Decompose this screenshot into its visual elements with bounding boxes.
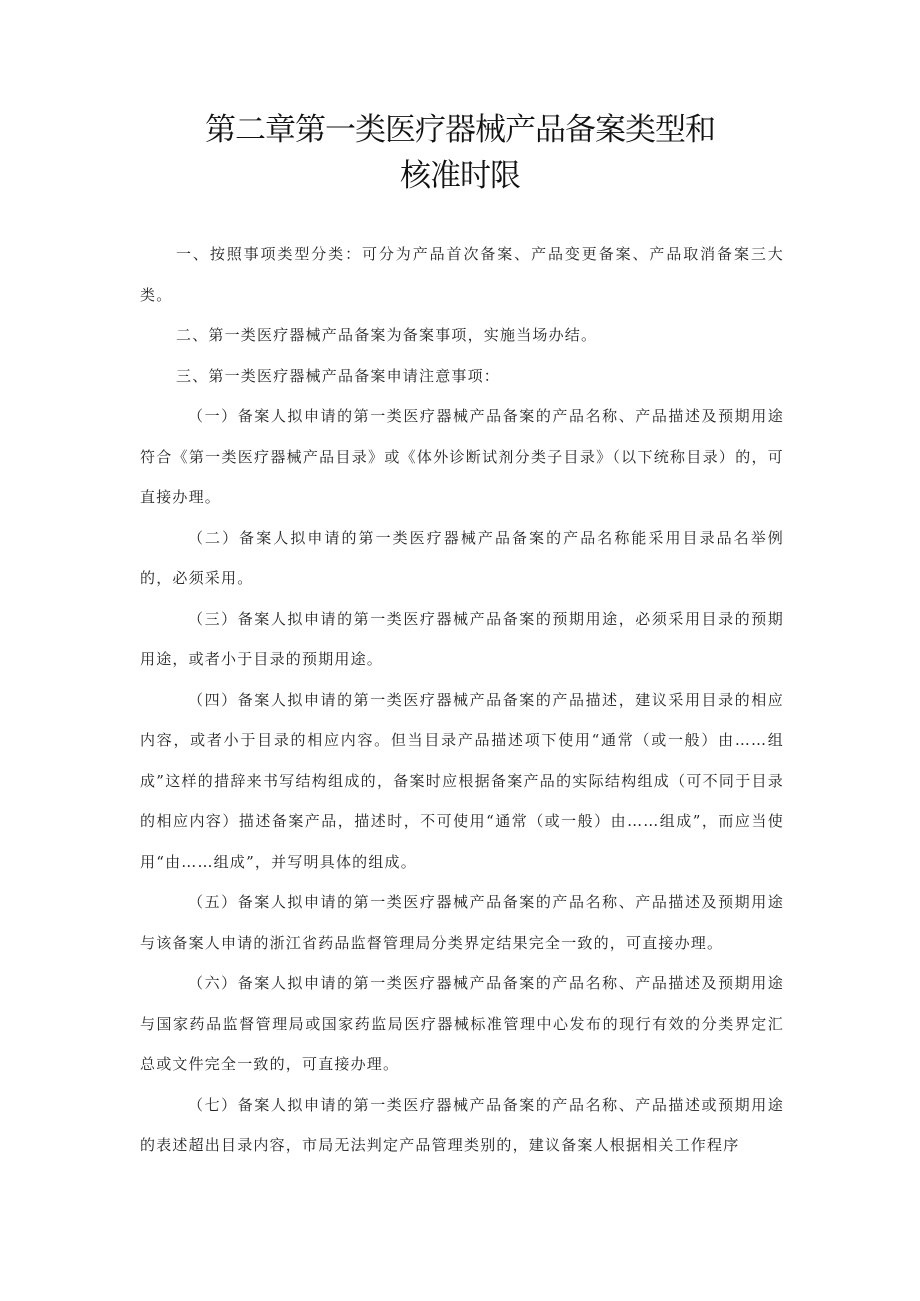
paragraph-item-7: （七）备案人拟申请的第一类医疗器械产品备案的产品名称、产品描述或预期用途的表述超出目录内容，市局无法判定产品管理类别的，建议备案人根据相关工作程序 [140,1095,784,1154]
paragraph-item-6: （六）备案人拟申请的第一类医疗器械产品备案的产品名称、产品描述及预期用途与国家药品监督管理局或国家药监局医疗器械标准管理中心发布的现行有效的分类界定汇总或文件完全一致的，可直接办理。 [140,974,784,1073]
paragraph-item-4: （四）备案人拟申请的第一类医疗器械产品备案的产品描述，建议采用目录的相应内容，或者小于目录的相应内容。但当目录产品描述项下使用“通常（或一般）由……组成”这样的措辞来书写结构组成的，备案时应根据备案产品的实际结构组成（可不同于目录的相应内容）描述备案产品，描述时，不可使用“通常（或一般）由……组成”，而应当使用“由……组成”，并写明具体的组成。 [140,690,784,871]
paragraph-1: 一、按照事项类型分类：可分为产品首次备案、产品变更备案、产品取消备案三大类。 [140,245,784,304]
paragraph-3: 三、第一类医疗器械产品备案申请注意事项： [176,366,501,385]
document-title-line-1: 第二章第一类医疗器械产品备案类型和 [205,112,715,148]
document-body [140,234,784,1166]
paragraph-item-1: （一）备案人拟申请的第一类医疗器械产品备案的产品名称、产品描述及预期用途符合《第一类医疗器械产品目录》或《体外诊断试剂分类子目录》（以下统称目录）的，可直接办理。 [140,407,784,506]
document-title-line-2: 核准时限 [400,158,520,194]
paragraph-item-3: （三）备案人拟申请的第一类医疗器械产品备案的预期用途，必须采用目录的预期用途，或者小于目录的预期用途。 [140,609,784,668]
paragraph-2: 二、第一类医疗器械产品备案为备案事项，实施当场办结。 [176,326,598,344]
paragraph-item-5: （五）备案人拟申请的第一类医疗器械产品备案的产品名称、产品描述及预期用途与该备案人申请的浙江省药品监督管理局分类界定结果完全一致的，可直接办理。 [140,893,784,952]
paragraph-item-2: （二）备案人拟申请的第一类医疗器械产品备案的产品名称能采用目录品名举例的，必须采用。 [140,528,784,587]
